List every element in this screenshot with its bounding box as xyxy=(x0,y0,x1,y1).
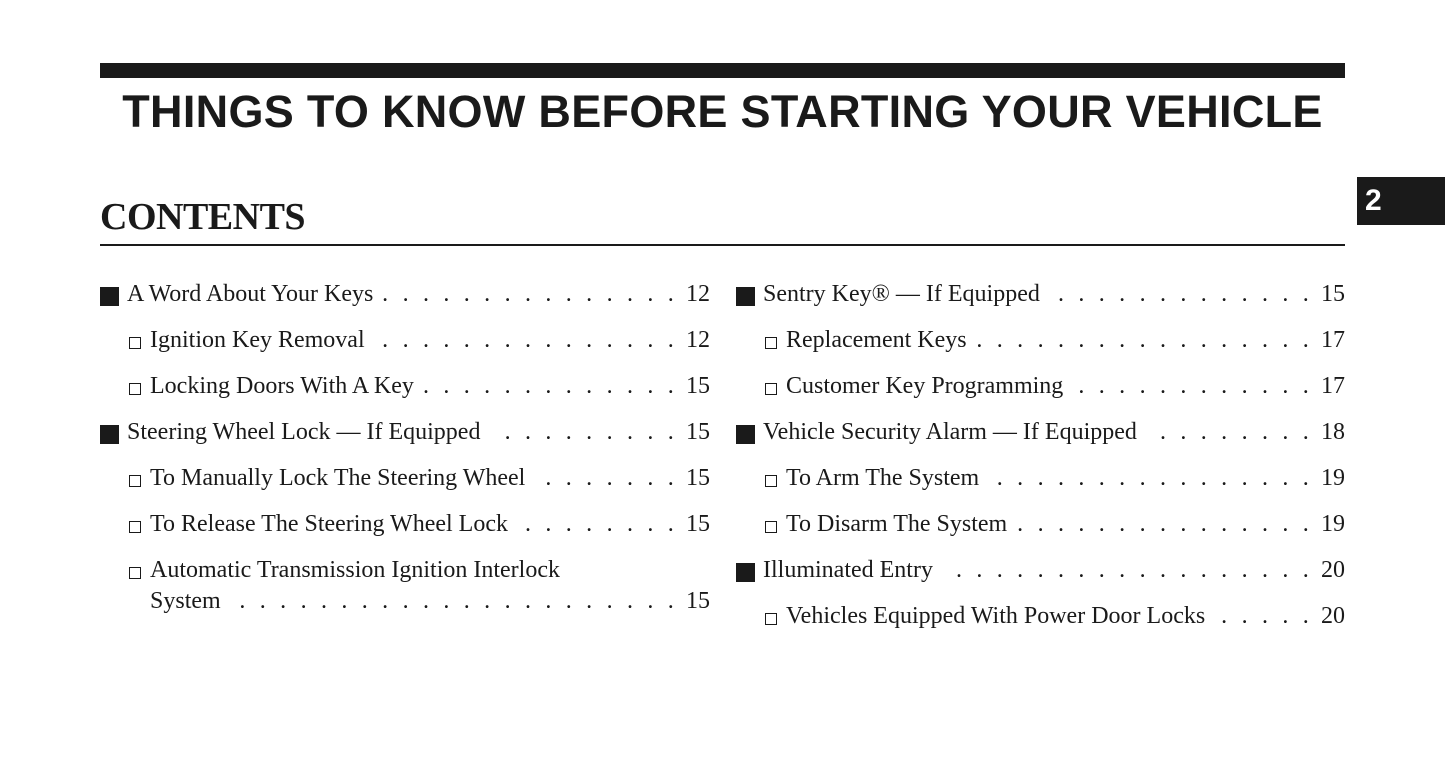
toc-entry-page: 19 xyxy=(1321,511,1345,537)
filled-square-bullet-icon xyxy=(736,287,755,306)
hollow-square-bullet-icon xyxy=(765,383,777,395)
toc-entry-title: Steering Wheel Lock — If Equipped xyxy=(127,419,481,445)
toc-entry-page: 12 xyxy=(686,327,710,353)
toc-entry[interactable] xyxy=(736,417,1345,448)
toc-entry[interactable] xyxy=(736,325,1345,356)
filled-square-bullet-icon xyxy=(736,425,755,444)
toc-entry-page: 19 xyxy=(1321,465,1345,491)
toc-entry-title: Automatic Transmission Ignition Interlock xyxy=(150,557,560,583)
toc-entry-title: Vehicles Equipped With Power Door Locks xyxy=(786,603,1206,629)
toc-entry[interactable] xyxy=(736,555,1345,586)
toc-entry-page: 12 xyxy=(686,281,710,307)
toc-left-column xyxy=(100,279,710,632)
hollow-square-bullet-icon xyxy=(765,475,777,487)
toc-entry-title: Illuminated Entry xyxy=(763,557,933,583)
toc-entry-page: 15 xyxy=(686,419,710,445)
dot-leader xyxy=(1073,371,1313,402)
toc-entry-page: 15 xyxy=(686,588,710,614)
toc-entry-page: 20 xyxy=(1321,557,1345,583)
toc-entry-page: 15 xyxy=(1321,281,1345,307)
hollow-square-bullet-icon xyxy=(765,337,777,349)
dot-leader xyxy=(383,279,678,310)
toc-entry-title: Vehicle Security Alarm — If Equipped xyxy=(763,419,1137,445)
toc-entry[interactable] xyxy=(736,371,1345,402)
hollow-square-bullet-icon xyxy=(129,383,141,395)
toc-entry[interactable] xyxy=(100,463,710,494)
filled-square-bullet-icon xyxy=(100,425,119,444)
contents-heading: CONTENTS xyxy=(100,196,306,238)
toc-entry-title: To Arm The System xyxy=(786,465,980,491)
dot-leader xyxy=(231,586,678,617)
toc-entry-title: Ignition Key Removal xyxy=(150,327,365,353)
toc-entry-title: Locking Doors With A Key xyxy=(150,373,414,399)
toc-entry[interactable] xyxy=(100,555,710,617)
toc-entry-title: A Word About Your Keys xyxy=(127,281,374,307)
toc-entry[interactable] xyxy=(100,417,710,448)
dot-leader xyxy=(977,325,1313,356)
dot-leader xyxy=(1147,417,1313,448)
toc-entry-title-continued: System xyxy=(150,588,221,614)
hollow-square-bullet-icon xyxy=(765,521,777,533)
dot-leader xyxy=(424,371,678,402)
toc-right-column xyxy=(736,279,1345,647)
hollow-square-bullet-icon xyxy=(129,475,141,487)
toc-entry[interactable] xyxy=(100,509,710,540)
hollow-square-bullet-icon xyxy=(129,567,141,579)
toc-entry[interactable] xyxy=(100,325,710,356)
toc-entry-title: Sentry Key® — If Equipped xyxy=(763,281,1040,307)
chapter-title: THINGS TO KNOW BEFORE STARTING YOUR VEHICLE xyxy=(122,86,1323,137)
toc-entry-title: To Manually Lock The Steering Wheel xyxy=(150,465,526,491)
top-rule xyxy=(100,63,1345,78)
toc-entry-title: Customer Key Programming xyxy=(786,373,1064,399)
dot-leader xyxy=(989,463,1313,494)
dot-leader xyxy=(490,417,678,448)
hollow-square-bullet-icon xyxy=(129,337,141,349)
toc-entry-page: 17 xyxy=(1321,373,1345,399)
dot-leader xyxy=(1050,279,1313,310)
toc-entry-page: 20 xyxy=(1321,603,1345,629)
toc-entry-title: To Release The Steering Wheel Lock xyxy=(150,511,508,537)
toc-entry-page: 15 xyxy=(686,373,710,399)
chapter-tab: 2 xyxy=(1357,177,1445,225)
filled-square-bullet-icon xyxy=(100,287,119,306)
toc-entry[interactable] xyxy=(736,601,1345,632)
dot-leader xyxy=(535,463,678,494)
dot-leader xyxy=(943,555,1313,586)
toc-entry-page: 18 xyxy=(1321,419,1345,445)
hollow-square-bullet-icon xyxy=(129,521,141,533)
toc-entry[interactable] xyxy=(100,371,710,402)
toc-entry-page: 17 xyxy=(1321,327,1345,353)
toc-entry[interactable] xyxy=(736,463,1345,494)
dot-leader xyxy=(375,325,678,356)
dot-leader xyxy=(1017,509,1313,540)
filled-square-bullet-icon xyxy=(736,563,755,582)
hollow-square-bullet-icon xyxy=(765,613,777,625)
dot-leader xyxy=(1215,601,1313,632)
toc-entry[interactable] xyxy=(736,509,1345,540)
dot-leader xyxy=(518,509,678,540)
contents-rule xyxy=(100,244,1345,246)
toc-entry-title: Replacement Keys xyxy=(786,327,967,353)
toc-entry-page: 15 xyxy=(686,465,710,491)
toc-entry[interactable] xyxy=(100,279,710,310)
toc-entry-page: 15 xyxy=(686,511,710,537)
toc-entry[interactable] xyxy=(736,279,1345,310)
toc-entry-title: To Disarm The System xyxy=(786,511,1008,537)
